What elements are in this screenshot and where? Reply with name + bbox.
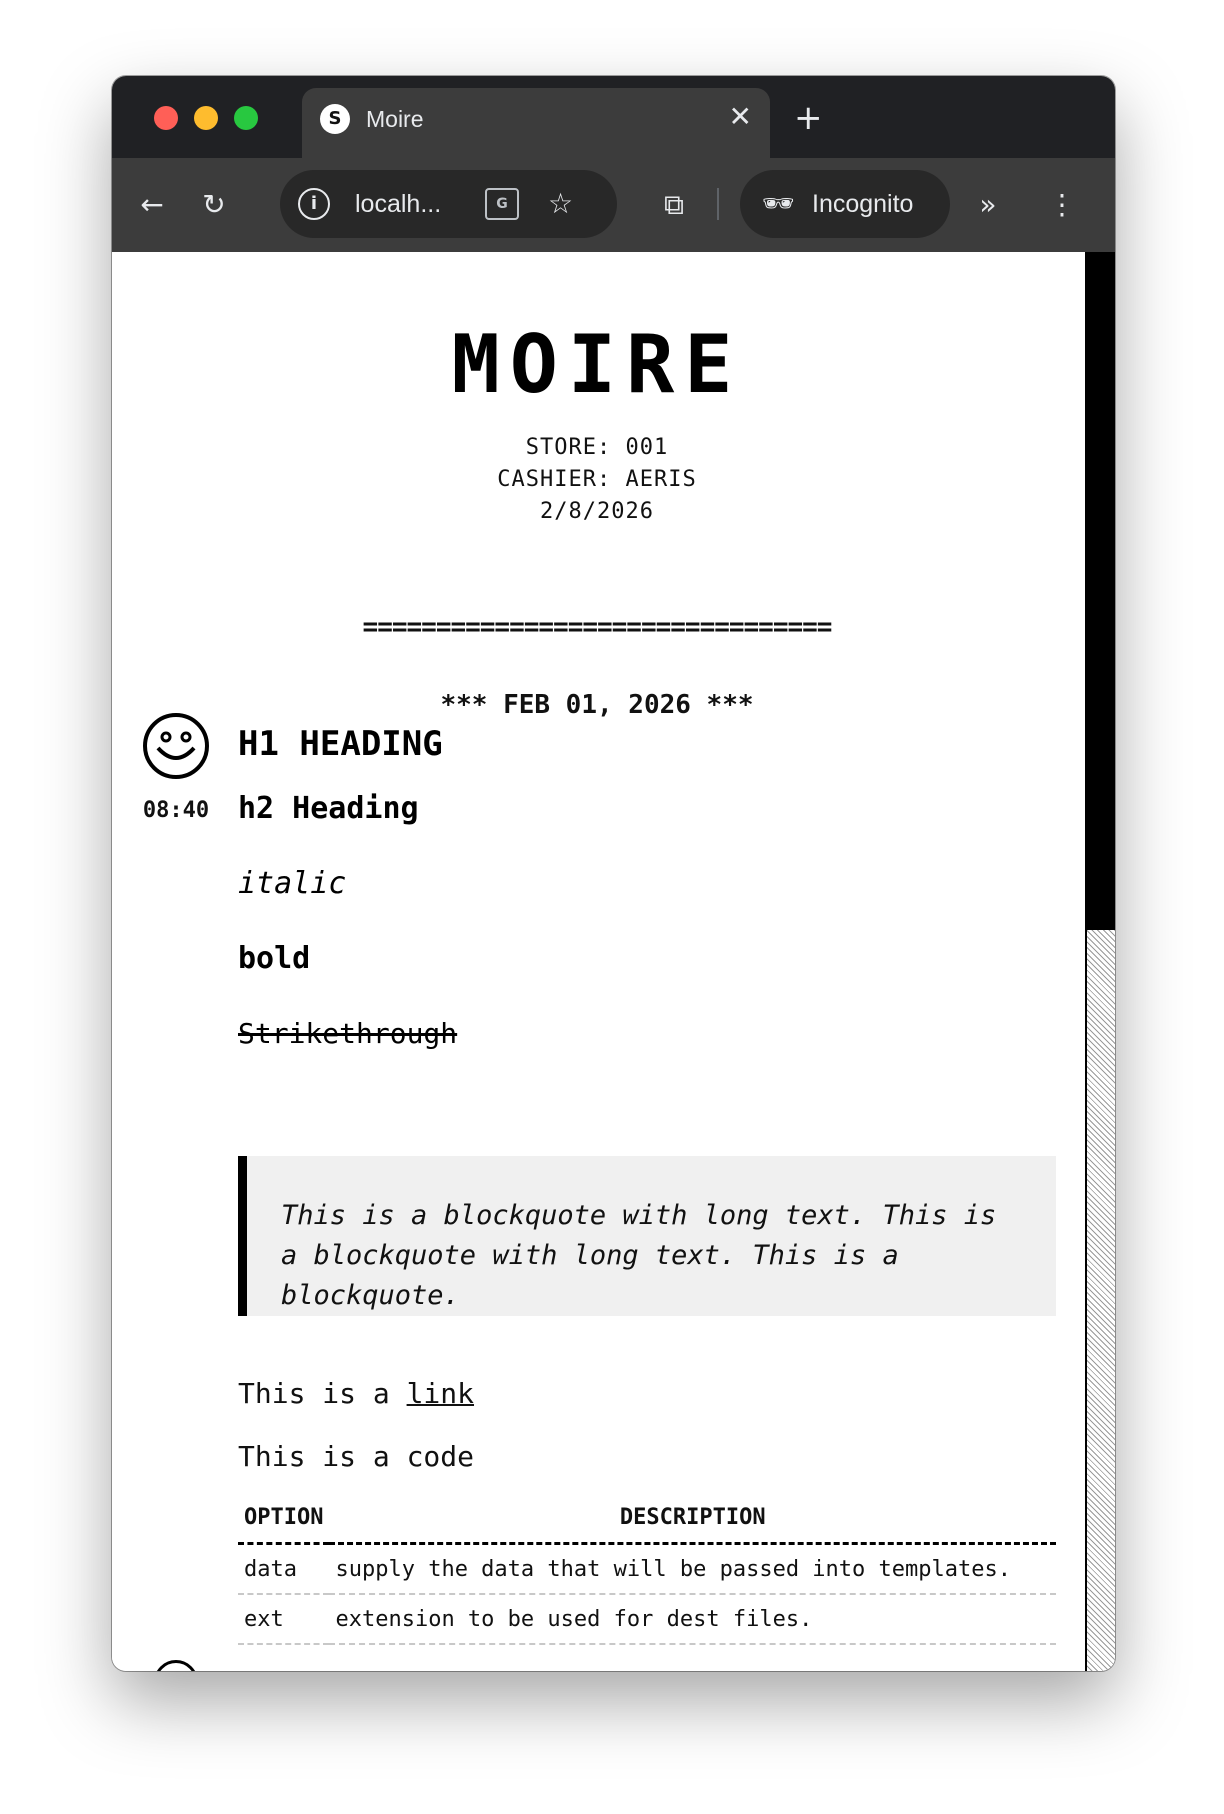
- info-icon[interactable]: i: [298, 188, 330, 220]
- strikethrough-text: Strikethrough: [238, 1017, 458, 1050]
- cashier-name: CASHIER: AERIS: [497, 467, 697, 492]
- store-number: STORE: 001: [525, 435, 669, 460]
- scrollbar-track[interactable]: [1085, 252, 1115, 1671]
- inline-code: code: [406, 1440, 475, 1473]
- browser-toolbar: [112, 158, 1115, 252]
- address-bar[interactable]: [280, 170, 617, 238]
- incognito-icon: 🕶: [762, 189, 796, 219]
- url-text[interactable]: localh...: [355, 190, 442, 218]
- site-logo: MOIRE: [451, 318, 743, 411]
- table-cell-description: supply the data that will be passed into templates.: [329, 1544, 1056, 1595]
- tab-moire[interactable]: [302, 88, 770, 160]
- link-paragraph: [238, 1374, 474, 1414]
- table-cell-description: extension to be used for dest files.: [329, 1594, 1056, 1644]
- translate-icon[interactable]: G: [485, 188, 519, 220]
- receipt-date: 2/8/2026: [540, 499, 654, 524]
- h2-heading: h2 Heading: [238, 791, 419, 826]
- table-cell-option: data: [238, 1544, 329, 1595]
- extensions-icon[interactable]: ⧉: [664, 188, 684, 221]
- blockquote-text: This is a blockquote with long text. This is a blockquote with long text. This is a blockquote.: [281, 1200, 997, 1311]
- title-bar: [112, 76, 1115, 158]
- code-paragraph: [238, 1437, 474, 1477]
- browser-window: [112, 76, 1115, 1671]
- italic-text: italic: [238, 866, 347, 901]
- site-favicon-icon: S: [320, 104, 350, 134]
- tab-title: Moire: [366, 106, 424, 132]
- code-prefix: This is a: [238, 1440, 407, 1473]
- link-prefix: This is a: [238, 1377, 407, 1410]
- close-window-button[interactable]: [154, 106, 178, 130]
- reload-icon[interactable]: ↻: [202, 188, 226, 221]
- day-header: *** FEB 01, 2026 ***: [440, 690, 754, 720]
- column-header-option: OPTION: [238, 1502, 329, 1544]
- page-viewport: [112, 252, 1115, 1671]
- table-row: [238, 1594, 1056, 1644]
- new-tab-button[interactable]: +: [794, 98, 823, 138]
- incognito-button[interactable]: [740, 170, 950, 238]
- blockquote: [238, 1156, 1056, 1316]
- column-header-description: DESCRIPTION: [329, 1502, 1056, 1544]
- next-post-avatar-icon: [154, 1660, 198, 1671]
- table-header-row: [238, 1502, 1056, 1544]
- kebab-menu-icon[interactable]: ⋮: [1048, 188, 1076, 221]
- minimize-window-button[interactable]: [194, 106, 218, 130]
- table-cell-option: ext: [238, 1594, 329, 1644]
- maximize-window-button[interactable]: [234, 106, 258, 130]
- bold-text: bold: [238, 941, 311, 976]
- toolbar-divider: [717, 188, 719, 220]
- smiley-avatar-icon: [142, 712, 210, 780]
- options-table: [238, 1502, 1056, 1645]
- post-time: 08:40: [142, 798, 210, 823]
- close-tab-icon[interactable]: ✕: [728, 100, 752, 133]
- overflow-chevrons-icon[interactable]: »: [979, 188, 997, 221]
- table-row: [238, 1544, 1056, 1595]
- incognito-label: Incognito: [812, 190, 914, 218]
- separator-line: ================================: [362, 612, 832, 642]
- scrollbar-thumb[interactable]: [1085, 252, 1115, 930]
- star-icon[interactable]: ☆: [548, 187, 574, 220]
- inline-link[interactable]: link: [406, 1377, 475, 1410]
- h1-heading: H1 HEADING: [238, 724, 443, 764]
- back-arrow-icon[interactable]: ←: [140, 188, 164, 221]
